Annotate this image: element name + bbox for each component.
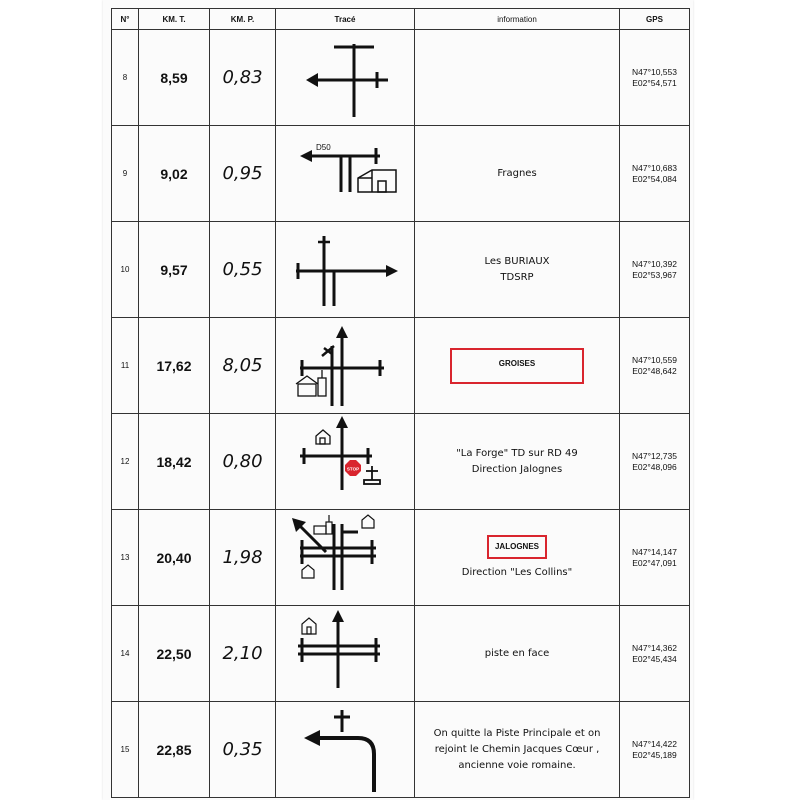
table-row — [112, 414, 690, 510]
km-partial: 0,83 — [210, 30, 276, 126]
trace-cell — [276, 318, 415, 414]
header-information: information — [415, 9, 620, 30]
table-row — [112, 702, 690, 798]
arrow-up-icon — [336, 326, 348, 338]
gps-cell — [620, 126, 690, 222]
info-line: "La Forge" TD sur RD 49 — [456, 447, 578, 459]
trace-diagram — [276, 318, 415, 413]
trace-cell — [276, 510, 415, 606]
info-cell — [415, 702, 620, 798]
road-label: D50 — [316, 143, 331, 152]
info-cell — [415, 510, 620, 606]
km-total: 9,02 — [139, 126, 210, 222]
trace-diagram — [276, 126, 415, 221]
table-row — [112, 30, 690, 126]
row-number: 10 — [112, 222, 139, 318]
gps-lat: N47°14,422 — [632, 738, 677, 749]
trace-diagram — [276, 30, 415, 125]
arrow-left-icon — [306, 73, 318, 87]
trace-diagram — [276, 222, 415, 317]
header-km-total: KM. T. — [139, 9, 210, 30]
row-number: 8 — [112, 30, 139, 126]
header-gps: GPS — [620, 9, 690, 30]
trace-diagram — [276, 510, 415, 605]
km-total: 22,85 — [139, 702, 210, 798]
gps-lat: N47°10,392 — [632, 258, 677, 269]
trace-cell — [276, 30, 415, 126]
house-icon — [316, 430, 330, 444]
row-number: 15 — [112, 702, 139, 798]
gps-lon: E02°45,189 — [632, 749, 677, 760]
arrow-right-icon — [386, 265, 398, 277]
gps-lon: E02°47,091 — [632, 557, 677, 568]
header-km-partial: KM. P. — [210, 9, 276, 30]
stop-sign-label: STOP — [346, 466, 360, 472]
km-total: 20,40 — [139, 510, 210, 606]
trace-diagram — [276, 414, 415, 509]
info-cell — [415, 414, 620, 510]
km-partial: 0,55 — [210, 222, 276, 318]
table-row — [112, 222, 690, 318]
row-number: 13 — [112, 510, 139, 606]
row-number: 12 — [112, 414, 139, 510]
gps-lat: N47°10,683 — [632, 162, 677, 173]
gps-lat: N47°14,147 — [632, 546, 677, 557]
arrow-up-icon — [332, 610, 344, 622]
trace-cell — [276, 222, 415, 318]
info-line: TDSRP — [500, 271, 534, 283]
header-trace: Tracé — [276, 9, 415, 30]
table-row — [112, 606, 690, 702]
place-name-box: JALOGNES — [487, 535, 547, 559]
cross-icon — [334, 710, 350, 732]
house-icon — [302, 618, 316, 634]
gps-lat: N47°10,553 — [632, 66, 677, 77]
arrow-up-icon — [336, 416, 348, 428]
km-total: 18,42 — [139, 414, 210, 510]
trace-cell — [276, 606, 415, 702]
trace-diagram — [276, 702, 415, 797]
gps-cell — [620, 606, 690, 702]
gps-lon: E02°53,967 — [632, 269, 677, 280]
gps-lat: N47°14,362 — [632, 642, 677, 653]
gps-cell — [620, 30, 690, 126]
church-icon — [314, 515, 332, 534]
info-line: Les BURIAUX — [484, 255, 550, 267]
table-row — [112, 126, 690, 222]
gps-lon: E02°45,434 — [632, 653, 677, 664]
km-total: 17,62 — [139, 318, 210, 414]
km-partial: 0,80 — [210, 414, 276, 510]
table-row — [112, 510, 690, 606]
house-icon — [358, 170, 396, 192]
trace-cell — [276, 414, 415, 510]
gps-lon: E02°54,571 — [632, 77, 677, 88]
gps-lon: E02°48,096 — [632, 461, 677, 472]
calvary-cross-icon — [364, 466, 380, 484]
place-name-box: GROISES — [450, 348, 584, 384]
arrow-left-icon — [304, 730, 320, 746]
gps-lon: E02°54,084 — [632, 173, 677, 184]
km-partial: 2,10 — [210, 606, 276, 702]
header-num: N° — [112, 9, 139, 30]
row-number: 14 — [112, 606, 139, 702]
info-line: On quitte la Piste Principale et on — [433, 727, 601, 739]
info-line: Fragnes — [497, 167, 537, 179]
info-cell — [415, 222, 620, 318]
km-partial: 0,35 — [210, 702, 276, 798]
gps-cell — [620, 414, 690, 510]
km-partial: 8,05 — [210, 318, 276, 414]
km-total: 22,50 — [139, 606, 210, 702]
gps-lat: N47°12,735 — [632, 450, 677, 461]
roadbook-table — [111, 8, 690, 798]
km-partial: 0,95 — [210, 126, 276, 222]
info-line: piste en face — [484, 647, 550, 659]
stop-sign-icon — [345, 460, 361, 476]
arrow-left-icon — [300, 150, 312, 162]
gps-lon: E02°48,642 — [632, 365, 677, 376]
gps-cell — [620, 702, 690, 798]
gps-cell — [620, 222, 690, 318]
trace-cell — [276, 702, 415, 798]
gps-lat: N47°10,559 — [632, 354, 677, 365]
km-total: 9,57 — [139, 222, 210, 318]
table-row — [112, 318, 690, 414]
info-cell — [415, 126, 620, 222]
trace-cell — [276, 126, 415, 222]
info-cell — [415, 30, 620, 126]
trace-diagram — [276, 606, 415, 701]
km-partial: 1,98 — [210, 510, 276, 606]
info-cell — [415, 318, 620, 414]
info-line: Direction Jalognes — [471, 463, 563, 475]
gps-cell — [620, 510, 690, 606]
info-line: ancienne voie romaine. — [458, 759, 576, 771]
row-number: 11 — [112, 318, 139, 414]
row-number: 9 — [112, 126, 139, 222]
header-row — [112, 9, 690, 30]
info-cell — [415, 606, 620, 702]
info-line: rejoint le Chemin Jacques Cœur , — [434, 743, 600, 755]
cross-icon — [318, 236, 330, 256]
gps-cell — [620, 318, 690, 414]
info-line: Direction "Les Collins" — [461, 566, 573, 578]
km-total: 8,59 — [139, 30, 210, 126]
